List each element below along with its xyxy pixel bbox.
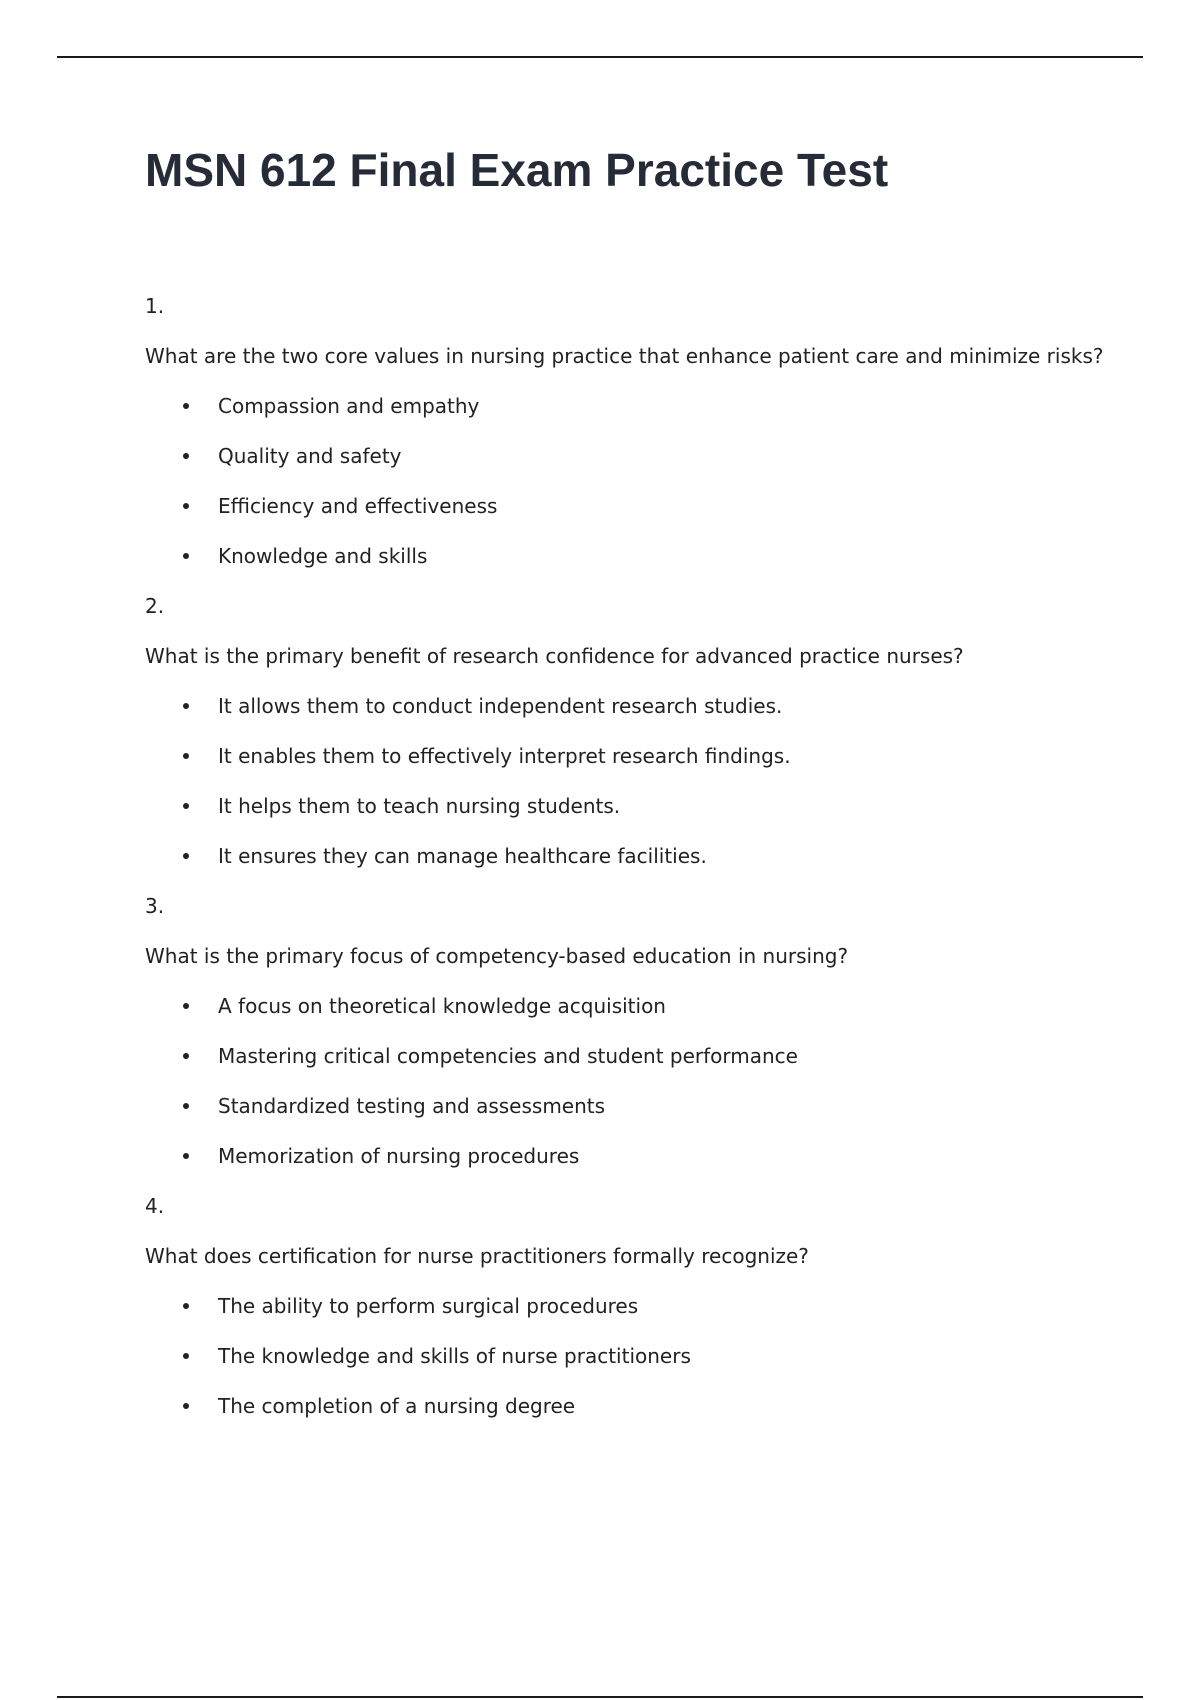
answer-option — [145, 494, 1125, 544]
answer-options — [145, 394, 1125, 594]
answer-option — [145, 994, 1125, 1044]
option-label: Memorization of nursing procedures — [218, 1144, 580, 1168]
answer-option — [145, 1394, 1125, 1444]
answer-option — [145, 844, 1125, 894]
bullet-icon — [183, 1053, 189, 1059]
document-body — [145, 140, 1125, 1444]
page-title: MSN 612 Final Exam Practice Test — [145, 144, 889, 196]
option-label: Mastering critical competencies and student performance — [218, 1044, 798, 1068]
question-number: 2. — [145, 594, 165, 618]
answer-option — [145, 1044, 1125, 1094]
option-label: Quality and safety — [218, 444, 402, 468]
option-label: Efficiency and effectiveness — [218, 494, 498, 518]
bullet-icon — [183, 1103, 189, 1109]
question-number: 3. — [145, 894, 165, 918]
answer-option — [145, 394, 1125, 444]
answer-options — [145, 1294, 1125, 1444]
bottom-rule — [57, 1696, 1143, 1698]
option-label: A focus on theoretical knowledge acquisition — [218, 994, 666, 1018]
bullet-icon — [183, 403, 189, 409]
bullet-icon — [183, 1303, 189, 1309]
answer-option — [145, 794, 1125, 844]
bullet-icon — [183, 1403, 189, 1409]
answer-options — [145, 694, 1125, 894]
bullet-icon — [183, 1353, 189, 1359]
option-label: Knowledge and skills — [218, 544, 428, 568]
answer-options — [145, 994, 1125, 1194]
question-text: What are the two core values in nursing practice that enhance patient care and minimize risks? — [145, 344, 1104, 368]
question-2 — [145, 594, 1125, 894]
question-4 — [145, 1194, 1125, 1444]
question-number: 1. — [145, 294, 165, 318]
question-text: What is the primary benefit of research confidence for advanced practice nurses? — [145, 644, 964, 668]
bullet-icon — [183, 553, 189, 559]
option-label: It helps them to teach nursing students. — [218, 794, 621, 818]
answer-option — [145, 544, 1125, 594]
question-number: 4. — [145, 1194, 165, 1218]
question-text: What is the primary focus of competency-based education in nursing? — [145, 944, 849, 968]
answer-option — [145, 1344, 1125, 1394]
option-label: Compassion and empathy — [218, 394, 480, 418]
answer-option — [145, 1094, 1125, 1144]
option-label: It enables them to effectively interpret research findings. — [218, 744, 791, 768]
option-label: The completion of a nursing degree — [218, 1394, 576, 1418]
top-rule — [57, 56, 1143, 58]
option-label: It allows them to conduct independent research studies. — [218, 694, 783, 718]
option-label: The ability to perform surgical procedures — [218, 1294, 639, 1318]
answer-option — [145, 1294, 1125, 1344]
question-list — [145, 294, 1125, 1444]
bullet-icon — [183, 1003, 189, 1009]
option-label: The knowledge and skills of nurse practitioners — [218, 1344, 691, 1368]
bullet-icon — [183, 853, 189, 859]
bullet-icon — [183, 453, 189, 459]
bullet-icon — [183, 503, 189, 509]
question-text: What does certification for nurse practitioners formally recognize? — [145, 1244, 809, 1268]
answer-option — [145, 444, 1125, 494]
bullet-icon — [183, 703, 189, 709]
bullet-icon — [183, 1153, 189, 1159]
answer-option — [145, 1144, 1125, 1194]
question-1 — [145, 294, 1125, 594]
option-label: It ensures they can manage healthcare facilities. — [218, 844, 707, 868]
option-label: Standardized testing and assessments — [218, 1094, 606, 1118]
question-3 — [145, 894, 1125, 1194]
answer-option — [145, 744, 1125, 794]
bullet-icon — [183, 753, 189, 759]
answer-option — [145, 694, 1125, 744]
bullet-icon — [183, 803, 189, 809]
